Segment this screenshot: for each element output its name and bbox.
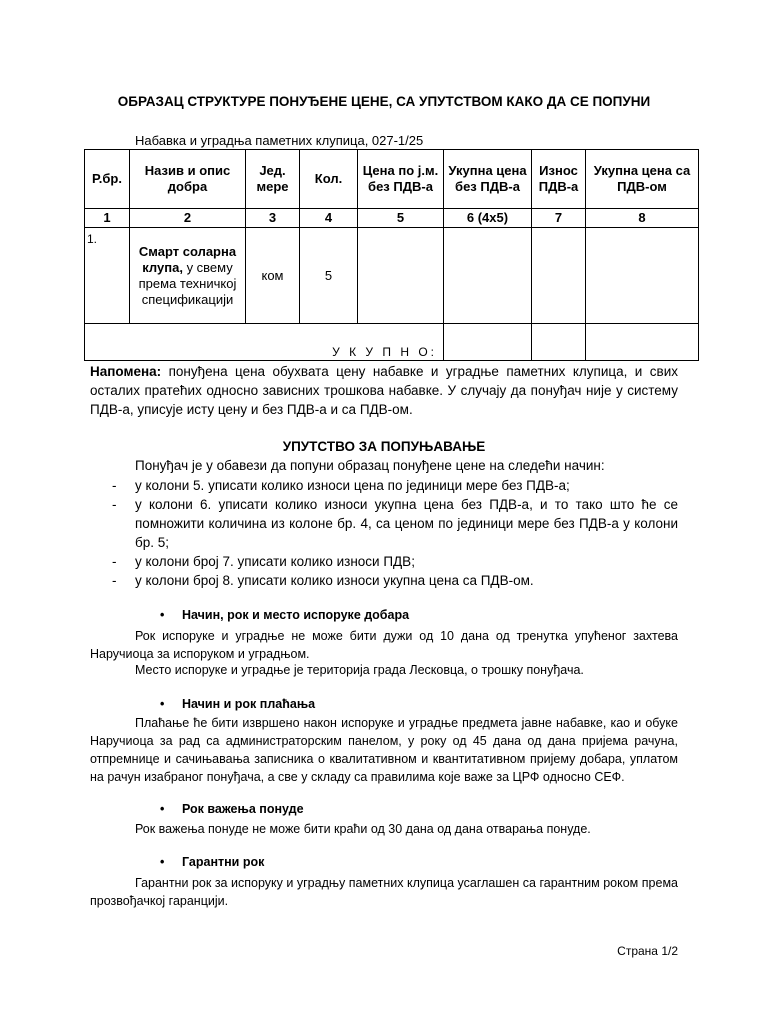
total-with-vat-cell[interactable] <box>586 228 699 324</box>
page-number: Страна 1/2 <box>617 944 678 958</box>
unit-cell: ком <box>246 228 300 324</box>
total-row <box>85 324 699 361</box>
section-heading: • Начин и рок плаћања <box>160 697 316 711</box>
bullet-icon: • <box>160 802 165 816</box>
total-no-vat-sum[interactable] <box>444 324 532 361</box>
header-cell: Назив и опис добра <box>130 150 246 209</box>
total-with-vat-sum[interactable] <box>586 324 699 361</box>
section-paragraph: Рок испоруке и уградње не може бити дужи од 10 дана од тренутка упућеног захтева Наручиоца за испоруком и уградњом. <box>90 629 678 661</box>
header-cell: Кол. <box>300 150 358 209</box>
note-text: понуђена цена обухвата цену набавке и уградње паметних клупица, и свих осталих пратећих односно зависних трошкова набавке. У случају да понуђач није у систему ПДВ-а, уписује исту цену и без ПДВ-а и са ПДВ-ом. <box>90 364 678 417</box>
total-no-vat-cell[interactable] <box>444 228 532 324</box>
instructions-intro: Понуђач је у обавези да попуни образац понуђене цене на следећи начин: <box>135 458 605 473</box>
header-cell: Укупна цена без ПДВ-а <box>444 150 532 209</box>
column-number: 5 <box>358 209 444 228</box>
header-cell: Цена по ј.м. без ПДВ-а <box>358 150 444 209</box>
column-number: 4 <box>300 209 358 228</box>
list-item: у колони 6. уписати колико износи укупна цена без ПДВ-а, и то тако што ће се помножити количина из колоне бр. 4, са ценом по јединици мере без ПДВ-а у колони бр. 5; <box>135 497 678 550</box>
table-header-row <box>85 150 699 209</box>
item-name: Смарт соларна клупа, <box>138 243 237 275</box>
item-spec: у свему према техничкој спецификацији <box>138 259 237 307</box>
total-label: У К У П Н О: <box>85 324 444 361</box>
section-heading: • Начин, рок и место испоруке добара <box>160 608 410 622</box>
unit-price-cell[interactable] <box>358 228 444 324</box>
section-heading: • Гарантни рок <box>160 855 265 869</box>
note-paragraph <box>90 362 678 419</box>
section-paragraph: Гарантни рок за испоруку и уградњу паметних клупица усаглашен са гарантним роком према прозвођачкој гаранцији. <box>90 876 678 908</box>
dash-bullet: - <box>112 554 117 569</box>
bullet-icon: • <box>160 608 165 622</box>
vat-sum[interactable] <box>532 324 586 361</box>
dash-bullet: - <box>112 478 117 493</box>
procurement-subtitle: Набавка и уградња паметних клупица, 027-1/25 <box>135 133 424 148</box>
vat-cell[interactable] <box>532 228 586 324</box>
list-item: у колони 5. уписати колико износи цена по јединици мере без ПДВ-а; <box>135 478 570 493</box>
header-cell: Износ ПДВ-а <box>532 150 586 209</box>
bullet-icon: • <box>160 697 165 711</box>
item-description <box>130 228 246 324</box>
list-item: у колони број 8. уписати колико износи укупна цена са ПДВ-ом. <box>135 573 534 588</box>
dash-bullet: - <box>112 497 117 512</box>
column-number: 1 <box>85 209 130 228</box>
bullet-icon: • <box>160 855 165 869</box>
header-cell: Јед. мере <box>246 150 300 209</box>
header-cell: Р.бр. <box>85 150 130 209</box>
column-number-row <box>85 209 699 228</box>
document-title: ОБРАЗАЦ СТРУКТУРЕ ПОНУЂЕНЕ ЦЕНЕ, СА УПУТСТВОМ КАКО ДА СЕ ПОПУНИ <box>117 94 651 109</box>
column-number: 3 <box>246 209 300 228</box>
header-cell: Укупна цена са ПДВ-ом <box>586 150 699 209</box>
list-item: у колони број 7. уписати колико износи ПДВ; <box>135 554 415 569</box>
column-number: 2 <box>130 209 246 228</box>
dash-bullet: - <box>112 573 117 588</box>
price-structure-table <box>84 149 699 361</box>
table-row <box>85 228 699 324</box>
column-number: 7 <box>532 209 586 228</box>
column-number: 8 <box>586 209 699 228</box>
column-number: 6 (4x5) <box>444 209 532 228</box>
section-paragraph: Рок важења понуде не може бити краћи од 30 дана од дана отварања понуде. <box>135 822 591 836</box>
quantity-cell: 5 <box>300 228 358 324</box>
row-number: 1. <box>85 228 130 324</box>
section-heading: • Рок важења понуде <box>160 802 304 816</box>
note-label: Напомена: <box>90 364 162 379</box>
instructions-heading: УПУТСТВО ЗА ПОПУЊАВАЊЕ <box>282 439 486 454</box>
section-paragraph: Место испоруке и уградње је територија града Лесковца, о трошку понуђача. <box>135 663 584 677</box>
section-paragraph: Плаћање ће бити извршено након испоруке и уградње предмета јавне набавке, као и обуке Наручиоца за рад са администраторским панелом, у року од 45 дана од дана пријема рачуна, отпремнице и сачињавања записника о квалитативном и квантитативном пријему добара, уплатом на рачун изабраног понуђача, а све у складу са правилима које важе за ЦРФ односно СЕФ. <box>90 716 678 784</box>
